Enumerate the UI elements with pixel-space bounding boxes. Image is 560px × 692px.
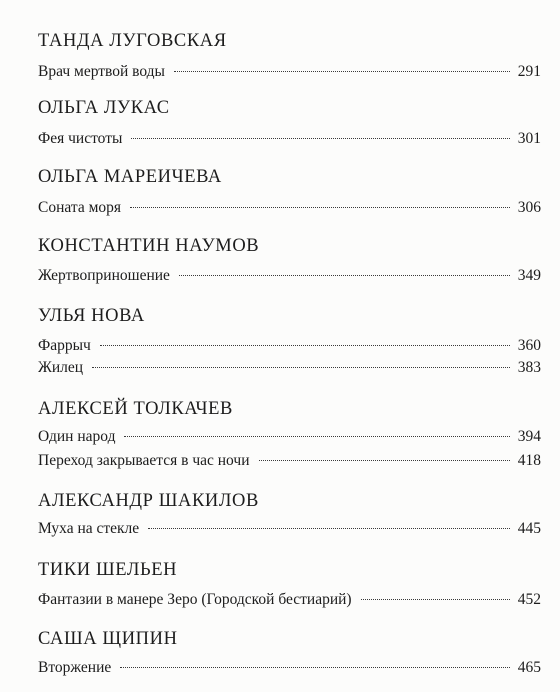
page-number: 306 (517, 199, 541, 216)
page-number: 465 (517, 659, 541, 676)
page-number: 291 (517, 63, 541, 80)
story-title: Фаррыч (38, 337, 91, 354)
author-heading: КОНСТАНТИН НАУМОВ (38, 236, 260, 256)
story-title: Фантазии в манере Зеро (Городской бестиарий) (38, 591, 352, 608)
toc-entry[interactable] (38, 336, 541, 356)
dot-leader (120, 667, 509, 668)
page-number: 452 (517, 591, 541, 608)
story-title: Жилец (38, 359, 84, 376)
page-number: 349 (517, 267, 541, 284)
toc-entry[interactable] (38, 451, 541, 471)
story-title: Переход закрывается в час ночи (38, 452, 250, 469)
toc-entry[interactable] (38, 129, 541, 149)
story-title: Муха на стекле (38, 520, 140, 537)
dot-leader (179, 275, 510, 276)
dot-leader (100, 345, 510, 346)
toc-entry[interactable] (38, 266, 541, 286)
dot-leader (148, 528, 510, 529)
page-number: 360 (517, 337, 541, 354)
page-number: 394 (517, 428, 541, 445)
story-title: Фея чистоты (38, 130, 123, 147)
toc-entry[interactable] (38, 62, 541, 82)
dot-leader (259, 460, 510, 461)
author-heading: ОЛЬГА МАРЕИЧЕВА (38, 167, 222, 187)
author-heading: АЛЕКСАНДР ШАКИЛОВ (38, 491, 259, 511)
author-heading: УЛЬЯ НОВА (38, 306, 145, 326)
author-heading: ТИКИ ШЕЛЬЕН (38, 560, 178, 580)
dot-leader (124, 436, 509, 437)
dot-leader (131, 138, 509, 139)
toc-entry[interactable] (38, 358, 541, 378)
author-heading: САША ЩИПИН (38, 629, 178, 649)
author-heading: АЛЕКСЕЙ ТОЛКАЧЕВ (38, 399, 233, 419)
dot-leader (92, 367, 510, 368)
toc-entry[interactable] (38, 590, 541, 610)
page-number: 418 (517, 452, 541, 469)
story-title: Врач мертвой воды (38, 63, 165, 80)
page-number: 383 (517, 359, 541, 376)
toc-entry[interactable] (38, 198, 541, 218)
page-number: 301 (517, 130, 541, 147)
toc-entry[interactable] (38, 427, 541, 447)
page-number: 445 (517, 520, 541, 537)
author-heading: ТАНДА ЛУГОВСКАЯ (38, 31, 227, 51)
story-title: Жертвоприношение (38, 267, 170, 284)
dot-leader (130, 207, 510, 208)
dot-leader (361, 599, 510, 600)
toc-entry[interactable] (38, 519, 541, 539)
story-title: Вторжение (38, 659, 112, 676)
author-heading: ОЛЬГА ЛУКАС (38, 98, 170, 118)
toc-entry[interactable] (38, 658, 541, 678)
story-title: Соната моря (38, 199, 122, 216)
dot-leader (174, 71, 510, 72)
story-title: Один народ (38, 428, 116, 445)
